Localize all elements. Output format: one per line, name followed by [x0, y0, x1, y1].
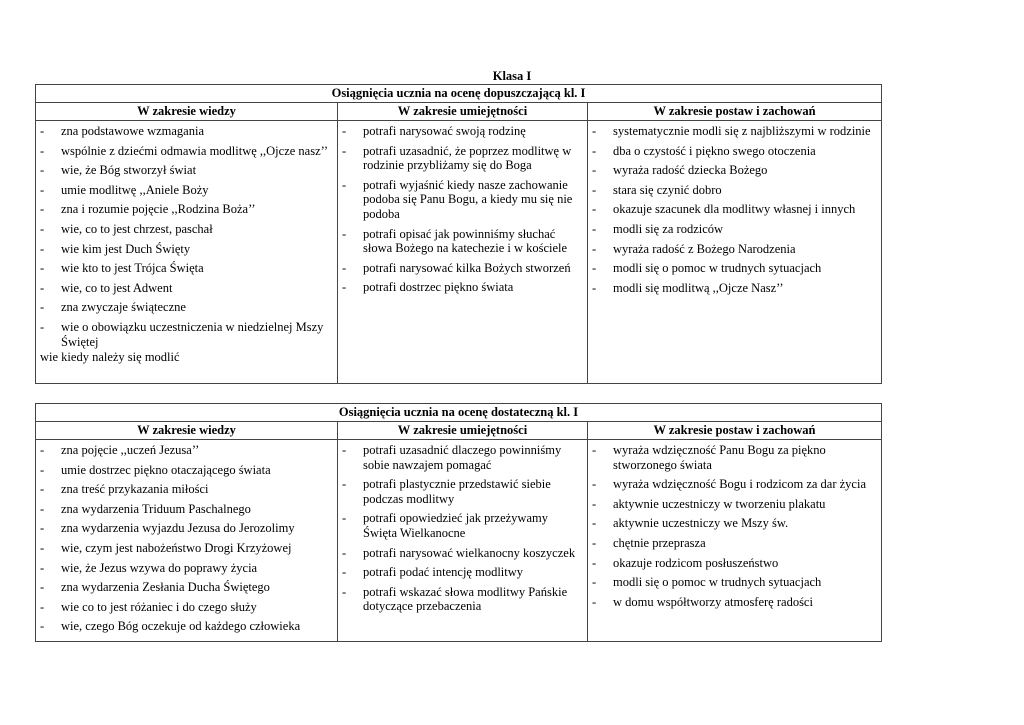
- list-item: - wie kim jest Duch Święty: [36, 242, 337, 257]
- list-item: - modli się modlitwą ,,Ojcze Nasz’’: [588, 281, 881, 296]
- attitudes-cell: [588, 121, 882, 384]
- knowledge-list: [36, 121, 337, 349]
- list-item: - zna pojęcie ,,uczeń Jezusa’’: [36, 443, 337, 458]
- list-item: - dba o czystość i piękno swego otoczenia: [588, 144, 881, 159]
- list-item: - wie co to jest różaniec i do czego służy: [36, 600, 337, 615]
- list-item: - wie kto to jest Trójca Święta: [36, 261, 337, 276]
- list-item: - zna podstawowe wzmagania: [36, 124, 337, 139]
- attitudes-cell: [588, 440, 882, 642]
- column-header-skills: W zakresie umiejętności: [338, 422, 588, 440]
- list-item: - potrafi uzasadnić, że poprzez modlitwę w rodzinie przybliżamy się do Boga: [338, 144, 587, 173]
- list-item: - w domu współtworzy atmosferę radości: [588, 595, 881, 610]
- list-item: - aktywnie uczestniczy w tworzeniu plakatu: [588, 497, 881, 512]
- list-item: - modli się o pomoc w trudnych sytuacjach: [588, 575, 881, 590]
- list-item: - wie, że Jezus wzywa do poprawy życia: [36, 561, 337, 576]
- list-item: - zna zwyczaje świąteczne: [36, 300, 337, 315]
- column-header-skills: W zakresie umiejętności: [338, 103, 588, 121]
- list-item: - okazuje rodzicom posłuszeństwo: [588, 556, 881, 571]
- list-item: - systematycznie modli się z najbliższymi w rodzinie: [588, 124, 881, 139]
- list-item: - potrafi plastycznie przedstawić siebie podczas modlitwy: [338, 477, 587, 506]
- grade-table-dostateczna: [35, 403, 882, 642]
- list-item: - wie o obowiązku uczestniczenia w niedzielnej Mszy Świętej: [36, 320, 337, 349]
- attitudes-list: [588, 121, 881, 295]
- list-item: - zna wydarzenia Zesłania Ducha Świętego: [36, 580, 337, 595]
- list-item: - modli się o pomoc w trudnych sytuacjach: [588, 261, 881, 276]
- knowledge-tail-text: wie kiedy należy się modlić: [40, 350, 180, 365]
- list-item: - potrafi dostrzec piękno świata: [338, 280, 587, 295]
- list-item: - zna i rozumie pojęcie ,,Rodzina Boża’’: [36, 202, 337, 217]
- knowledge-list: [36, 440, 337, 634]
- list-item: - zna treść przykazania miłości: [36, 482, 337, 497]
- column-header-attitudes: W zakresie postaw i zachowań: [588, 422, 882, 440]
- list-item: - modli się za rodziców: [588, 222, 881, 237]
- list-item: - okazuje szacunek dla modlitwy własnej i innych: [588, 202, 881, 217]
- list-item: - potrafi uzasadnić dlaczego powinniśmy sobie nawzajem pomagać: [338, 443, 587, 472]
- list-item: - wyraża radość z Bożego Narodzenia: [588, 242, 881, 257]
- list-item: - potrafi podać intencję modlitwy: [338, 565, 587, 580]
- list-item: - potrafi opisać jak powinniśmy słuchać słowa Bożego na katechezie i w kościele: [338, 227, 587, 256]
- list-item: - wie, co to jest chrzest, paschał: [36, 222, 337, 237]
- list-item: - wie, co to jest Adwent: [36, 281, 337, 296]
- skills-list: [338, 121, 587, 295]
- list-item: - potrafi narysować kilka Bożych stworzeń: [338, 261, 587, 276]
- skills-cell: [338, 440, 588, 642]
- list-item: - wyraża wdzięczność Panu Bogu za piękno stworzonego świata: [588, 443, 881, 472]
- list-item: - wie, że Bóg stworzył świat: [36, 163, 337, 178]
- list-item: - chętnie przeprasza: [588, 536, 881, 551]
- list-item: - potrafi wyjaśnić kiedy nasze zachowanie podoba się Panu Bogu, a kiedy mu się nie podoba: [338, 178, 587, 222]
- table-header: Osiągnięcia ucznia na ocenę dostateczną kl. I: [36, 404, 882, 422]
- list-item: - wie, czym jest nabożeństwo Drogi Krzyżowej: [36, 541, 337, 556]
- list-item: - umie modlitwę ,,Aniele Boży: [36, 183, 337, 198]
- column-header-attitudes: W zakresie postaw i zachowań: [588, 103, 882, 121]
- list-item: - wspólnie z dziećmi odmawia modlitwę ,,Ojcze nasz’’: [36, 144, 337, 159]
- column-header-knowledge: W zakresie wiedzy: [36, 103, 338, 121]
- list-item: - potrafi opowiedzieć jak przeżywamy Święta Wielkanocne: [338, 511, 587, 540]
- column-header-knowledge: W zakresie wiedzy: [36, 422, 338, 440]
- list-item: - potrafi narysować swoją rodzinę: [338, 124, 587, 139]
- skills-cell: [338, 121, 588, 384]
- list-item: - potrafi narysować wielkanocny koszyczek: [338, 546, 587, 561]
- list-item: - aktywnie uczestniczy we Mszy św.: [588, 516, 881, 531]
- list-item: - stara się czynić dobro: [588, 183, 881, 198]
- table-header: Osiągnięcia ucznia na ocenę dopuszczającą kl. I: [36, 85, 882, 103]
- list-item: - wyraża wdzięczność Bogu i rodzicom za dar życia: [588, 477, 881, 492]
- list-item: - zna wydarzenia wyjazdu Jezusa do Jerozolimy: [36, 521, 337, 536]
- document-title: Klasa I: [492, 69, 532, 83]
- list-item: - wyraża radość dziecka Bożego: [588, 163, 881, 178]
- knowledge-cell: [36, 440, 338, 642]
- list-item: - zna wydarzenia Triduum Paschalnego: [36, 502, 337, 517]
- knowledge-cell: [36, 121, 338, 384]
- list-item: - potrafi wskazać słowa modlitwy Pańskie dotyczące przebaczenia: [338, 585, 587, 614]
- grade-table-dopuszczajaca: [35, 84, 882, 384]
- list-item: - umie dostrzec piękno otaczającego świata: [36, 463, 337, 478]
- skills-list: [338, 440, 587, 614]
- attitudes-list: [588, 440, 881, 609]
- list-item: - wie, czego Bóg oczekuje od każdego człowieka: [36, 619, 337, 634]
